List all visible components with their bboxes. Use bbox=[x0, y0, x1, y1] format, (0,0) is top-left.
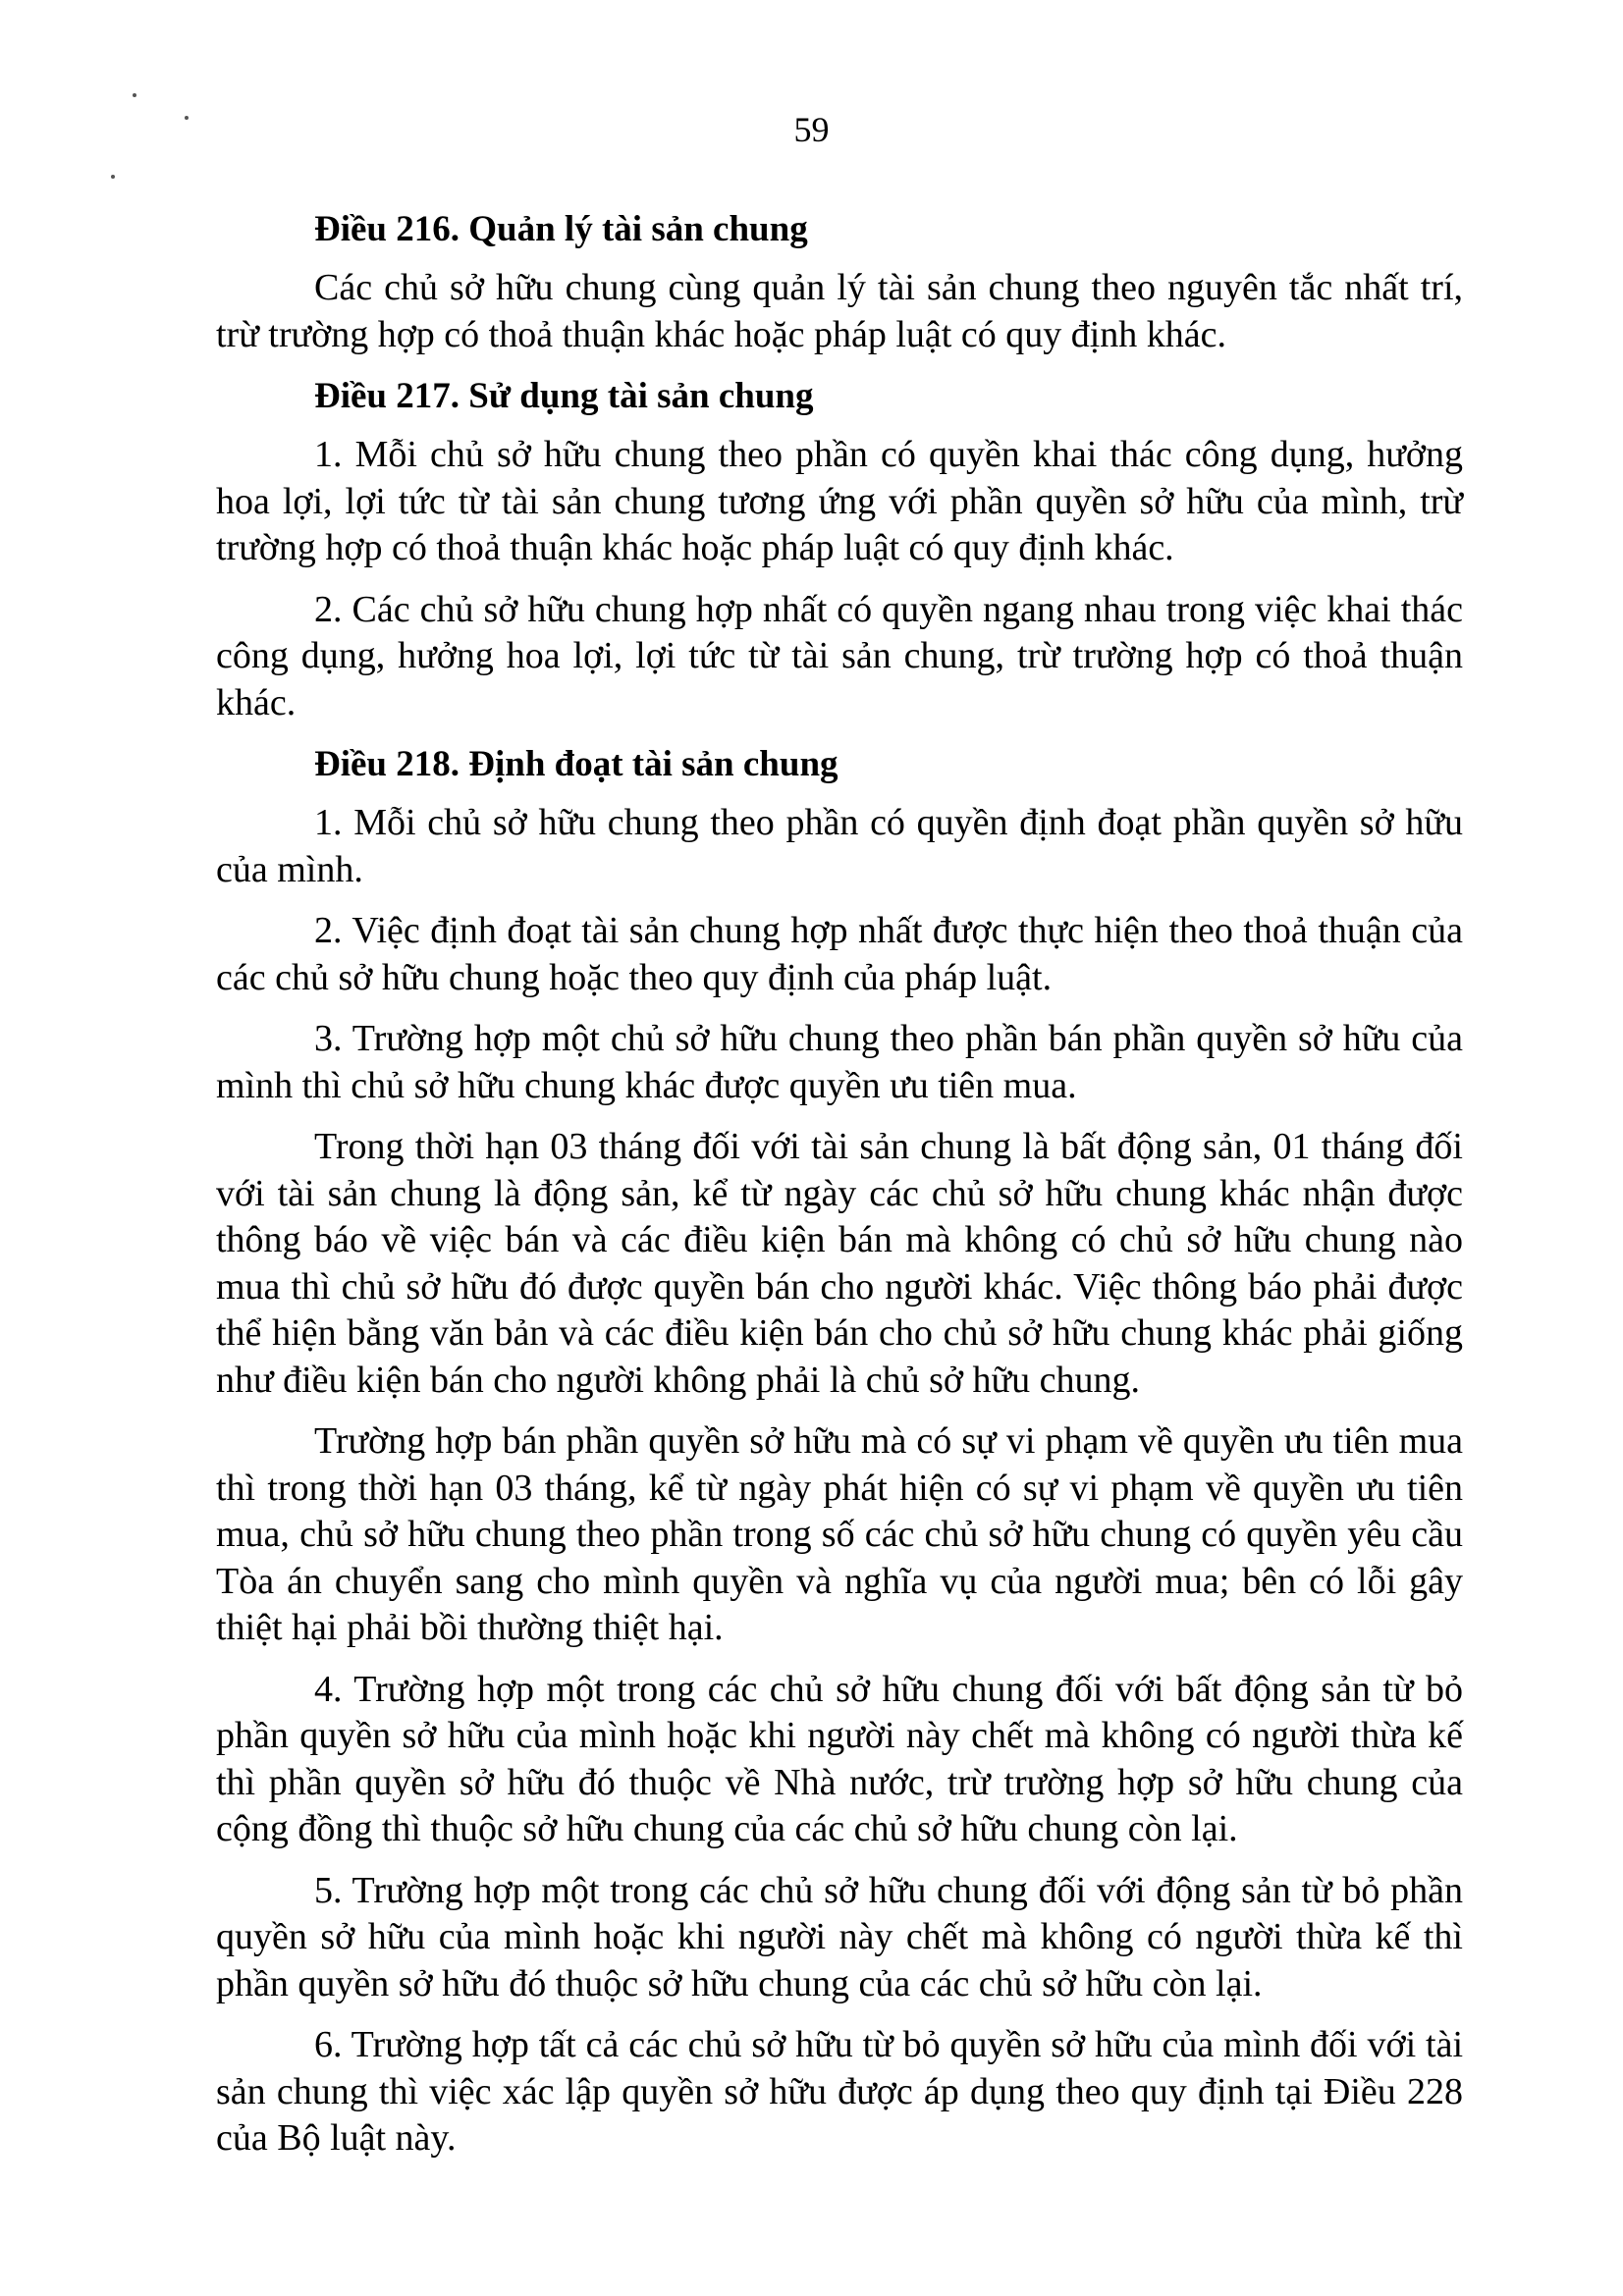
document-body bbox=[216, 206, 1463, 2177]
article-heading: Điều 218. Định đoạt tài sản chung bbox=[314, 744, 839, 784]
paragraph: 2. Việc định đoạt tài sản chung hợp nhất được thực hiện theo thoả thuận của các chủ sở hữu chung hoặc theo quy định của pháp luật. bbox=[216, 910, 1463, 998]
article-218 bbox=[216, 741, 1463, 2163]
paragraph: Trong thời hạn 03 tháng đối với tài sản chung là bất động sản, 01 tháng đối với tài sản chung là động sản, kể từ ngày các chủ sở hữu chung khác nhận được thông báo về việc bán và các điều kiện bán mà không có chủ sở hữu chung nào mua thì chủ sở hữu đó được quyền bán cho người khác. Việc thông báo phải được thể hiện bằng văn bản và các điều kiện bán cho chủ sở hữu chung khác phải giống như điều kiện bán cho người không phải là chủ sở hữu chung. bbox=[216, 1126, 1463, 1401]
article-217 bbox=[216, 373, 1463, 726]
article-heading: Điều 217. Sử dụng tài sản chung bbox=[314, 376, 814, 416]
scan-speck bbox=[133, 93, 136, 97]
paragraph: 3. Trường hợp một chủ sở hữu chung theo phần bán phần quyền sở hữu của mình thì chủ sở hữu chung khác được quyền ưu tiên mua. bbox=[216, 1018, 1463, 1106]
paragraph: 5. Trường hợp một trong các chủ sở hữu chung đối với động sản từ bỏ phần quyền sở hữu của mình hoặc khi người này chết mà không có người thừa kế thì phần quyền sở hữu đó thuộc sở hữu chung của các chủ sở hữu còn lại. bbox=[216, 1869, 1463, 2004]
article-216 bbox=[216, 206, 1463, 358]
paragraph: 6. Trường hợp tất cả các chủ sở hữu từ bỏ quyền sở hữu của mình đối với tài sản chung thì việc xác lập quyền sở hữu được áp dụng theo quy định tại Điều 228 của Bộ luật này. bbox=[216, 2024, 1463, 2159]
paragraph: 1. Mỗi chủ sở hữu chung theo phần có quyền khai thác công dụng, hưởng hoa lợi, lợi tức từ tài sản chung tương ứng với phần quyền sở hữu của mình, trừ trường hợp có thoả thuận khác hoặc pháp luật có quy định khác. bbox=[216, 434, 1463, 568]
page-number: 59 bbox=[793, 110, 830, 149]
paragraph: 4. Trường hợp một trong các chủ sở hữu chung đối với bất động sản từ bỏ phần quyền sở hữu của mình hoặc khi người này chết mà không có người thừa kế thì phần quyền sở hữu đó thuộc về Nhà nước, trừ trường hợp sở hữu chung của cộng đồng thì thuộc sở hữu chung của các chủ sở hữu chung còn lại. bbox=[216, 1668, 1463, 1849]
article-heading: Điều 216. Quản lý tài sản chung bbox=[314, 209, 808, 249]
paragraph: Trường hợp bán phần quyền sở hữu mà có sự vi phạm về quyền ưu tiên mua thì trong thời hạn 03 tháng, kể từ ngày phát hiện có sự vi phạm về quyền ưu tiên mua, chủ sở hữu chung theo phần trong số các chủ sở hữu chung có quyền yêu cầu Tòa án chuyển sang cho mình quyền và nghĩa vụ của người mua; bên có lỗi gây thiệt hại phải bồi thường thiệt hại. bbox=[216, 1420, 1463, 1648]
paragraph: 2. Các chủ sở hữu chung hợp nhất có quyền ngang nhau trong việc khai thác công dụng, hưởng hoa lợi, lợi tức từ tài sản chung, trừ trường hợp có thoả thuận khác. bbox=[216, 588, 1463, 723]
paragraph: Các chủ sở hữu chung cùng quản lý tài sản chung theo nguyên tắc nhất trí, trừ trường hợp có thoả thuận khác hoặc pháp luật có quy định khác. bbox=[216, 267, 1463, 355]
paragraph: 1. Mỗi chủ sở hữu chung theo phần có quyền định đoạt phần quyền sở hữu của mình. bbox=[216, 802, 1463, 890]
scan-speck bbox=[111, 175, 115, 179]
